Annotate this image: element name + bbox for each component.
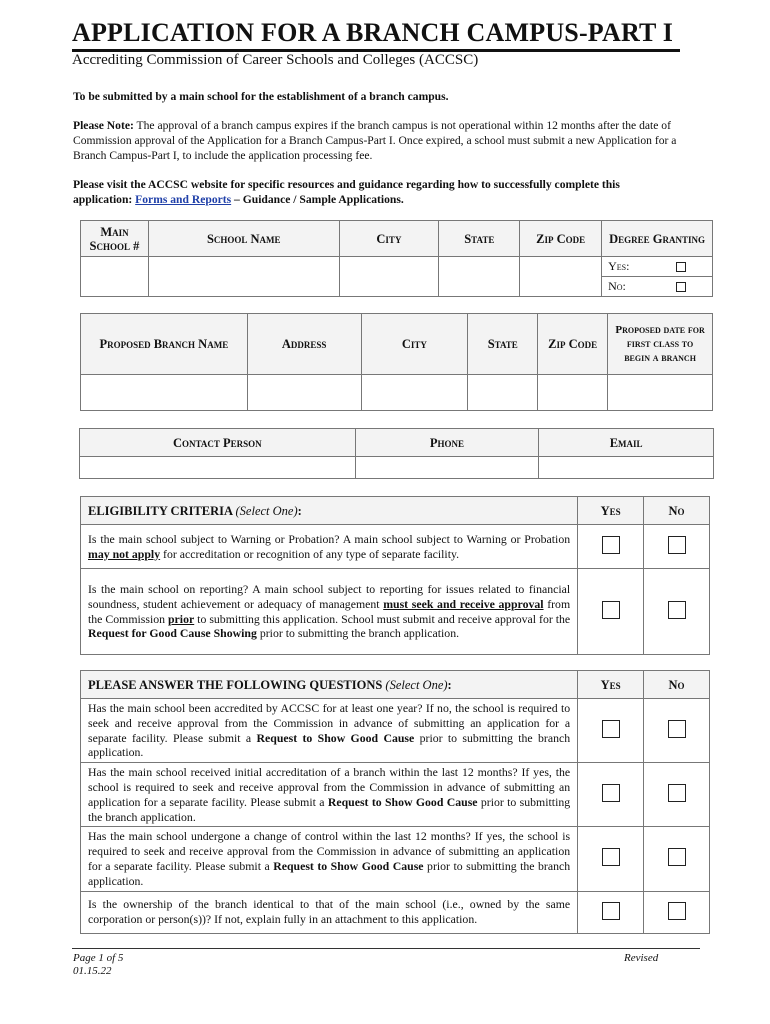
question-3: Has the main school undergone a change of control within the last 12 months? If yes, the school is required to seek and receive approval from the Commission in advance of submitting an application for a separate facility. Please submit a Request to Show Good Cause prior to submitting the branch application. xyxy=(81,827,578,891)
footer-rule xyxy=(72,948,700,949)
degree-yes-checkbox[interactable] xyxy=(676,262,686,272)
eligibility-no-header: No xyxy=(644,497,710,525)
forms-and-reports-link[interactable]: Forms and Reports xyxy=(135,193,232,206)
page-number: Page 1 of 5 xyxy=(73,952,124,964)
questions-yes-header: Yes xyxy=(578,671,644,699)
city-field[interactable] xyxy=(339,257,439,297)
eligibility-q2-yes-checkbox[interactable] xyxy=(602,601,620,619)
question-4: Is the ownership of the branch identical to that of the main school (i.e., owned by the same corporation or person(s))? If not, explain fully in an attachment to this application. xyxy=(81,891,578,933)
questions-no-header: No xyxy=(644,671,710,699)
branch-zip-field[interactable] xyxy=(538,375,608,411)
col-contact-person: Contact Person xyxy=(80,429,356,457)
question-2-no-checkbox[interactable] xyxy=(668,784,686,802)
col-phone: Phone xyxy=(355,429,539,457)
question-2-yes-checkbox[interactable] xyxy=(602,784,620,802)
question-1: Has the main school been accredited by ACCSC for at least one year? If no, the school is required to seek and receive approval from the Commission in advance of submitting an application for a separate facility. Please submit a Request to Show Good Cause prior to submitting the branch application. xyxy=(81,699,578,763)
document-title: APPLICATION FOR A BRANCH CAMPUS-PART I xyxy=(72,18,674,47)
question-1-no-checkbox[interactable] xyxy=(668,720,686,738)
email-field[interactable] xyxy=(539,457,714,479)
col-branch-city: City xyxy=(361,314,468,375)
eligibility-heading: ELIGIBILITY CRITERIA (Select One): xyxy=(81,497,578,525)
questions-select-one: (Select One) xyxy=(385,677,448,692)
col-degree-granting: Degree Granting xyxy=(602,221,713,257)
visit-tail: – Guidance / Sample Applications. xyxy=(231,193,404,206)
questions-heading-text: PLEASE ANSWER THE FOLLOWING QUESTIONS xyxy=(88,677,383,692)
question-3-yes-checkbox[interactable] xyxy=(602,848,620,866)
degree-yes-cell xyxy=(602,257,713,277)
col-state: State xyxy=(439,221,520,257)
revised-label: Revised xyxy=(624,952,659,964)
note-text: The approval of a branch campus expires if the branch campus is not operational within 12 months after the date of Commission approval of the Application for a Branch Campus-Part I. Once expired, a school must submit a new Application for a Branch Campus-Part I, to include the application processing fee. xyxy=(73,119,677,162)
main-school-table xyxy=(80,220,713,297)
branch-address-field[interactable] xyxy=(247,375,361,411)
questions-table xyxy=(80,670,710,934)
first-class-date-field[interactable] xyxy=(608,375,713,411)
question-2: Has the main school received initial accreditation of a branch within the last 12 months? If yes, the school is required to seek and receive approval from the Commission in advance of submitting an application for a separate facility. Please submit a Request to Show Good Cause prior to submitting the branch application. xyxy=(81,763,578,827)
main-school-number-field[interactable] xyxy=(81,257,149,297)
eligibility-q2-no-checkbox[interactable] xyxy=(668,601,686,619)
eligibility-question-1: Is the main school subject to Warning or Probation? A main school subject to Warning or Probation may not apply for accreditation or recognition of any type of separate facility. xyxy=(81,525,578,569)
degree-yes-label: Yes: xyxy=(608,259,630,273)
footer-left xyxy=(73,952,123,978)
question-1-yes-checkbox[interactable] xyxy=(602,720,620,738)
branch-state-field[interactable] xyxy=(468,375,538,411)
question-4-yes-checkbox[interactable] xyxy=(602,902,620,920)
eligibility-select-one: (Select One) xyxy=(235,503,298,518)
zip-code-field[interactable] xyxy=(520,257,602,297)
col-branch-state: State xyxy=(468,314,538,375)
contact-person-field[interactable] xyxy=(80,457,356,479)
col-email: Email xyxy=(539,429,714,457)
visit-text: Please visit the ACCSC website for specific resources and guidance regarding how to successfully complete this application: xyxy=(73,178,620,206)
branch-city-field[interactable] xyxy=(361,375,468,411)
eligibility-q1-no-checkbox[interactable] xyxy=(668,536,686,554)
branch-name-field[interactable] xyxy=(81,375,248,411)
questions-heading: PLEASE ANSWER THE FOLLOWING QUESTIONS (Select One): xyxy=(81,671,578,699)
visit-paragraph xyxy=(73,177,679,207)
branch-table xyxy=(80,313,713,411)
degree-no-cell xyxy=(602,277,713,297)
eligibility-heading-text: ELIGIBILITY CRITERIA xyxy=(88,503,233,518)
degree-no-label: No: xyxy=(608,279,626,293)
degree-no-checkbox[interactable] xyxy=(676,282,686,292)
eligibility-question-2: Is the main school on reporting? A main school subject to reporting for issues related to financial soundness, student achievement or adequacy of management must seek and receive approval from the Commission prior to submitting this application. School must submit and receive approval for the Request for Good Cause Showing prior to submitting the branch application. xyxy=(81,569,578,655)
eligibility-yes-header: Yes xyxy=(578,497,644,525)
col-school-name: School Name xyxy=(148,221,339,257)
question-4-no-checkbox[interactable] xyxy=(668,902,686,920)
eligibility-table xyxy=(80,496,710,655)
col-zip-code: Zip Code xyxy=(520,221,602,257)
col-address: Address xyxy=(247,314,361,375)
col-branch-zip: Zip Code xyxy=(538,314,608,375)
document-subtitle: Accrediting Commission of Career Schools and Colleges (ACCSC) xyxy=(72,52,479,68)
question-3-no-checkbox[interactable] xyxy=(668,848,686,866)
note-paragraph xyxy=(73,118,679,163)
submitted-by-text: To be submitted by a main school for the establishment of a branch campus. xyxy=(73,90,449,103)
eligibility-q1-yes-checkbox[interactable] xyxy=(602,536,620,554)
col-proposed-branch-name: Proposed Branch Name xyxy=(81,314,248,375)
contact-table xyxy=(79,428,714,479)
col-main-school: Main School # xyxy=(81,221,149,257)
col-city: City xyxy=(339,221,439,257)
state-field[interactable] xyxy=(439,257,520,297)
school-name-field[interactable] xyxy=(148,257,339,297)
col-first-class-date: Proposed date for first class to begin a branch xyxy=(608,314,713,375)
revision-date: 01.15.22 xyxy=(73,965,112,977)
note-label: Please Note: xyxy=(73,119,134,132)
phone-field[interactable] xyxy=(355,457,539,479)
